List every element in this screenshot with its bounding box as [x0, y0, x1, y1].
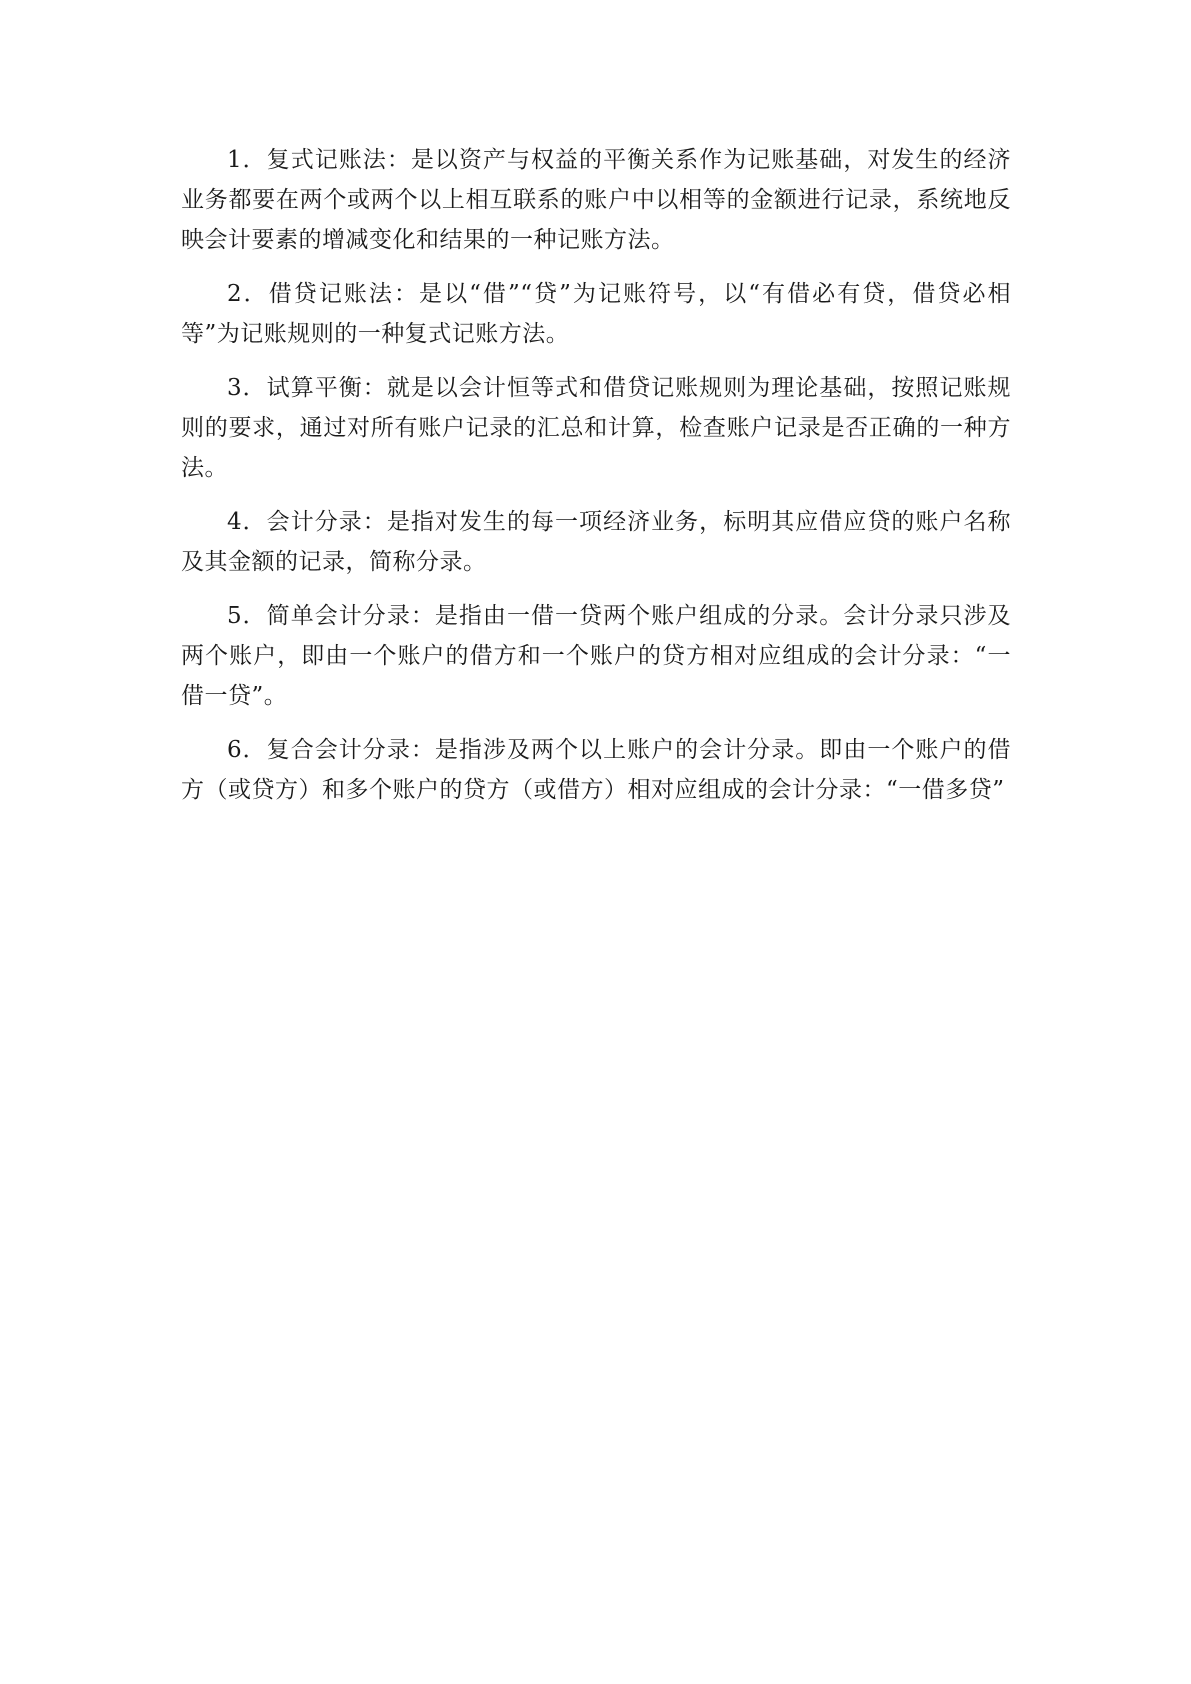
definition-paragraph-6: 6．复合会计分录：是指涉及两个以上账户的会计分录。即由一个账户的借方（或贷方）和多个账户的贷方（或借方）相对应组成的会计分录：“一借多贷” — [181, 737, 1011, 803]
definition-paragraph-3: 3．试算平衡：就是以会计恒等式和借贷记账规则为理论基础，按照记账规则的要求，通过对所有账户记录的汇总和计算，检查账户记录是否正确的一种方法。 — [181, 375, 1011, 481]
definition-paragraph-5: 5．简单会计分录：是指由一借一贷两个账户组成的分录。会计分录只涉及两个账户，即由一个账户的借方和一个账户的贷方相对应组成的会计分录：“一借一贷”。 — [181, 603, 1011, 709]
definition-paragraph-1: 1．复式记账法：是以资产与权益的平衡关系作为记账基础，对发生的经济业务都要在两个或两个以上相互联系的账户中以相等的金额进行记录，系统地反映会计要素的增减变化和结果的一种记账方法。 — [181, 147, 1011, 253]
definition-paragraph-2: 2．借贷记账法：是以“借”“贷”为记账符号，以“有借必有贷，借贷必相等”为记账规则的一种复式记账方法。 — [181, 281, 1011, 347]
definition-paragraph-4: 4．会计分录：是指对发生的每一项经济业务，标明其应借应贷的账户名称及其金额的记录，简称分录。 — [181, 509, 1011, 575]
document-body — [181, 140, 1011, 824]
